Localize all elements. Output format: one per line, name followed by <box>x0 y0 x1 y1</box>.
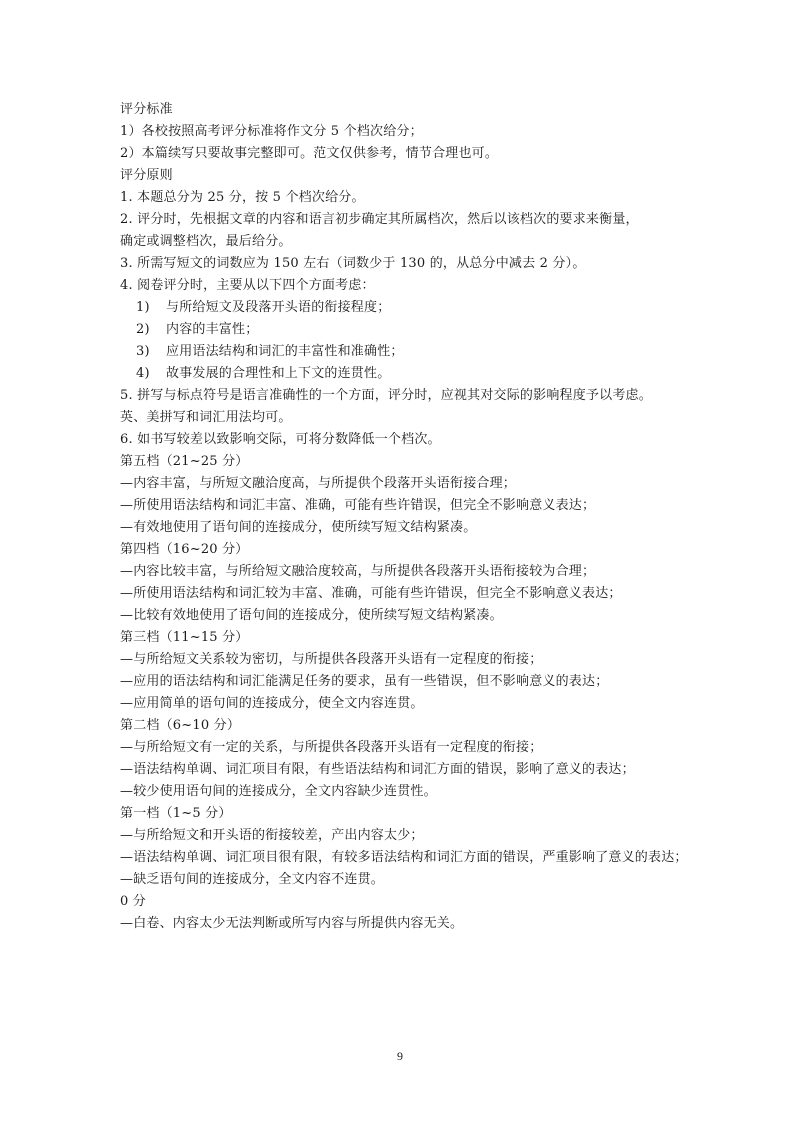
grade-heading: 第一档（1~5 分） <box>120 806 232 821</box>
text-line: 1）各校按照高考评分标准将作文分 5 个档次给分； <box>120 124 423 139</box>
text-line: —内容丰富，与所短文融洽度高，与所提供个段落开头语衔接合理； <box>120 476 517 491</box>
sub-item-number: 1) <box>136 300 150 315</box>
sub-item-text: 内容的丰富性； <box>166 322 259 337</box>
text-line: 4. 阅卷评分时，主要从以下四个方面考虑： <box>120 278 375 293</box>
sub-item-text: 应用语法结构和词汇的丰富性和准确性； <box>166 344 404 359</box>
text-line: —语法结构单调、词汇项目有限，有些语法结构和词汇方面的错误，影响了意义的表达； <box>120 762 635 777</box>
text-line: —有效地使用了语句间的连接成分，使所续写短文结构紧凑。 <box>120 520 477 535</box>
sub-item-text: 故事发展的合理性和上下文的连贯性。 <box>166 366 391 381</box>
grade-heading: 第二档（6~10 分） <box>120 718 241 733</box>
grade-heading: 0 分 <box>120 894 147 909</box>
text-line: —内容比较丰富，与所给短文融洽度较高，与所提供各段落开头语衔接较为合理； <box>120 564 596 579</box>
text-line: —所使用语法结构和词汇较为丰富、准确，可能有些许错误，但完全不影响意义表达； <box>120 586 622 601</box>
text-line: —白卷、内容太少无法判断或所写内容与所提供内容无关。 <box>120 916 464 931</box>
text-line-wrapped: —语法结构单调、词汇项目很有限，有较多语法结构和词汇方面的错误，严重影响了意义的表达； <box>120 850 688 865</box>
sub-item-text: 与所给短文及段落开头语的衔接程度； <box>166 300 391 315</box>
grade-heading: 第五档（21~25 分） <box>120 454 249 469</box>
heading-scoring-principles: 评分原则 <box>120 168 173 183</box>
text-line: —比较有效地使用了语句间的连接成分，使所续写短文结构紧凑。 <box>120 608 503 623</box>
page-number: 9 <box>397 1049 403 1063</box>
text-line: —所使用语法结构和词汇丰富、准确，可能有些许错误，但完全不影响意义表达； <box>120 498 596 513</box>
text-line: 2）本篇续写只要故事完整即可。范文仅供参考，情节合理也可。 <box>120 146 499 161</box>
heading-scoring-standard: 评分标准 <box>120 102 173 117</box>
grade-heading: 第三档（11~15 分） <box>120 630 249 645</box>
sub-item-number: 4) <box>136 366 150 381</box>
sub-item <box>120 297 700 319</box>
text-line: —与所给短文有一定的关系，与所提供各段落开头语有一定程度的衔接； <box>120 740 543 755</box>
text-line: —应用的语法结构和词汇能满足任务的要求，虽有一些错误，但不影响意义的表达； <box>120 674 609 689</box>
sub-item-number: 3) <box>136 344 150 359</box>
text-line: 确定或调整档次，最后给分。 <box>120 234 292 249</box>
sub-item <box>120 319 700 341</box>
text-line: 英、美拼写和词汇用法均可。 <box>120 410 292 425</box>
text-line: 6. 如书写较差以致影响交际，可将分数降低一个档次。 <box>120 432 441 447</box>
text-line: —与所给短文和开头语的衔接较差，产出内容太少； <box>120 828 424 843</box>
grade-heading: 第四档（16~20 分） <box>120 542 249 557</box>
text-line: —较少使用语句间的连接成分，全文内容缺少连贯性。 <box>120 784 437 799</box>
text-line: 3. 所需写短文的词数应为 150 左右（词数少于 130 的，从总分中减去 2 分）。 <box>120 256 586 271</box>
text-line: —应用简单的语句间的连接成分，使全文内容连贯。 <box>120 696 424 711</box>
text-line: 5. 拼写与标点符号是语言准确性的一个方面，评分时，应视其对交际的影响程度予以考虑。 <box>120 388 652 403</box>
sub-item <box>120 341 700 363</box>
text-line: 2. 评分时，先根据文章的内容和语言初步确定其所属档次，然后以该档次的要求来衡量， <box>120 212 639 227</box>
text-line: —缺乏语句间的连接成分，全文内容不连贯。 <box>120 872 385 887</box>
scoring-criteria-text <box>120 99 700 935</box>
text-line: 1. 本题总分为 25 分，按 5 个档次给分。 <box>120 190 365 205</box>
sub-item-number: 2) <box>136 322 150 337</box>
sub-item <box>120 363 700 385</box>
text-line: —与所给短文关系较为密切，与所提供各段落开头语有一定程度的衔接； <box>120 652 543 667</box>
